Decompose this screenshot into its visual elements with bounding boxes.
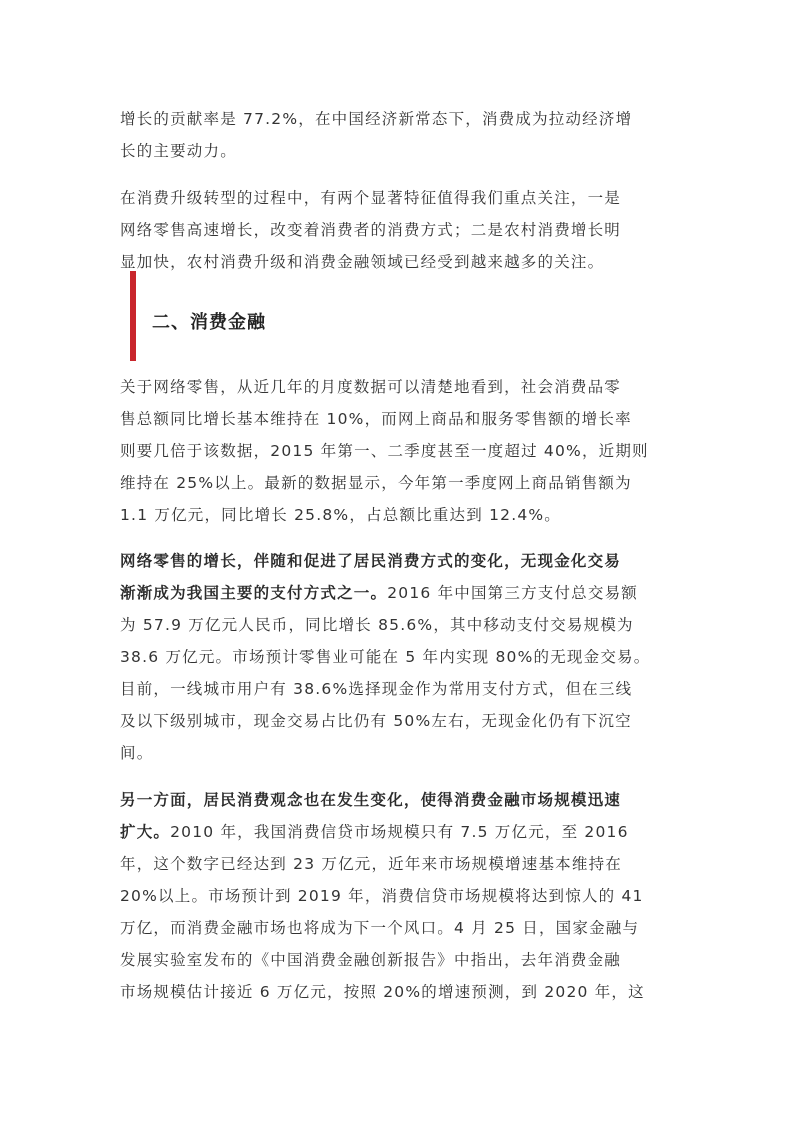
text-line: 发展实验室发布的《中国消费金融创新报告》中指出，去年消费金融 (120, 951, 622, 969)
text-line (120, 577, 670, 609)
text-line: 显加快，农村消费升级和消费金融领域已经受到越来越多的关注。 (120, 253, 605, 271)
text-line: 则要几倍于该数据，2015 年第一、二季度甚至一度超过 40%，近期则 (120, 442, 649, 460)
text-line: 在消费升级转型的过程中，有两个显著特征值得我们重点关注，一是 (120, 189, 622, 207)
paragraph-cashless-payment (120, 545, 670, 769)
text: 2016 年中国第三方支付总交易额 (387, 584, 638, 602)
text-line: 38.6 万亿元。市场预计零售业可能在 5 年内实现 80%的无现金交易。 (120, 648, 651, 666)
text-line: 增长的贡献率是 77.2%，在中国经济新常态下，消费成为拉动经济增 (120, 110, 633, 128)
highlighted-text-line: 网络零售的增长，伴随和促进了居民消费方式的变化，无现金化交易 (120, 552, 622, 570)
text-line (120, 816, 670, 848)
text-line: 万亿，而消费金融市场也将成为下一个风口。4 月 25 日，国家金融与 (120, 919, 640, 937)
section-heading: 二、消费金融 (152, 312, 266, 333)
highlighted-text: 扩大。 (120, 823, 171, 841)
text-line: 市场规模估计接近 6 万亿元，按照 20%的增速预测，到 2020 年，这 (120, 983, 645, 1001)
text-line: 目前，一线城市用户有 38.6%选择现金作为常用支付方式，但在三线 (120, 680, 633, 698)
text-line: 间。 (120, 744, 154, 762)
text-line: 网络零售高速增长，改变着消费者的消费方式；二是农村消费增长明 (120, 221, 622, 239)
highlighted-text: 渐渐成为我国主要的支付方式之一。 (120, 584, 388, 602)
paragraph-consumer-finance-market (120, 784, 670, 1008)
text: 2010 年，我国消费信贷市场规模只有 7.5 万亿元，至 2016 (170, 823, 629, 841)
paragraph-online-retail (120, 371, 670, 531)
text-line: 售总额同比增长基本维持在 10%，而网上商品和服务零售额的增长率 (120, 410, 632, 428)
section-accent-bar (130, 271, 136, 361)
paragraph-consumption-contribution (120, 103, 670, 167)
text-line: 维持在 25%以上。最新的数据显示，今年第一季度网上商品销售额为 (120, 474, 632, 492)
text-line: 及以下级别城市，现金交易占比仍有 50%左右，无现金化仍有下沉空 (120, 712, 632, 730)
text-line: 为 57.9 万亿元人民币，同比增长 85.6%，其中移动支付交易规模为 (120, 616, 634, 634)
text-line: 1.1 万亿元，同比增长 25.8%，占总额比重达到 12.4%。 (120, 506, 562, 524)
highlighted-text-line: 另一方面，居民消费观念也在发生变化，使得消费金融市场规模迅速 (120, 791, 622, 809)
text-line: 20%以上。市场预计到 2019 年，消费信贷市场规模将达到惊人的 41 (120, 887, 644, 905)
paragraph-consumption-upgrade (120, 182, 670, 278)
text-line: 关于网络零售，从近几年的月度数据可以清楚地看到，社会消费品零 (120, 378, 622, 396)
text-line: 年，这个数字已经达到 23 万亿元，近年来市场规模增速基本维持在 (120, 855, 622, 873)
text-line: 长的主要动力。 (120, 142, 237, 160)
